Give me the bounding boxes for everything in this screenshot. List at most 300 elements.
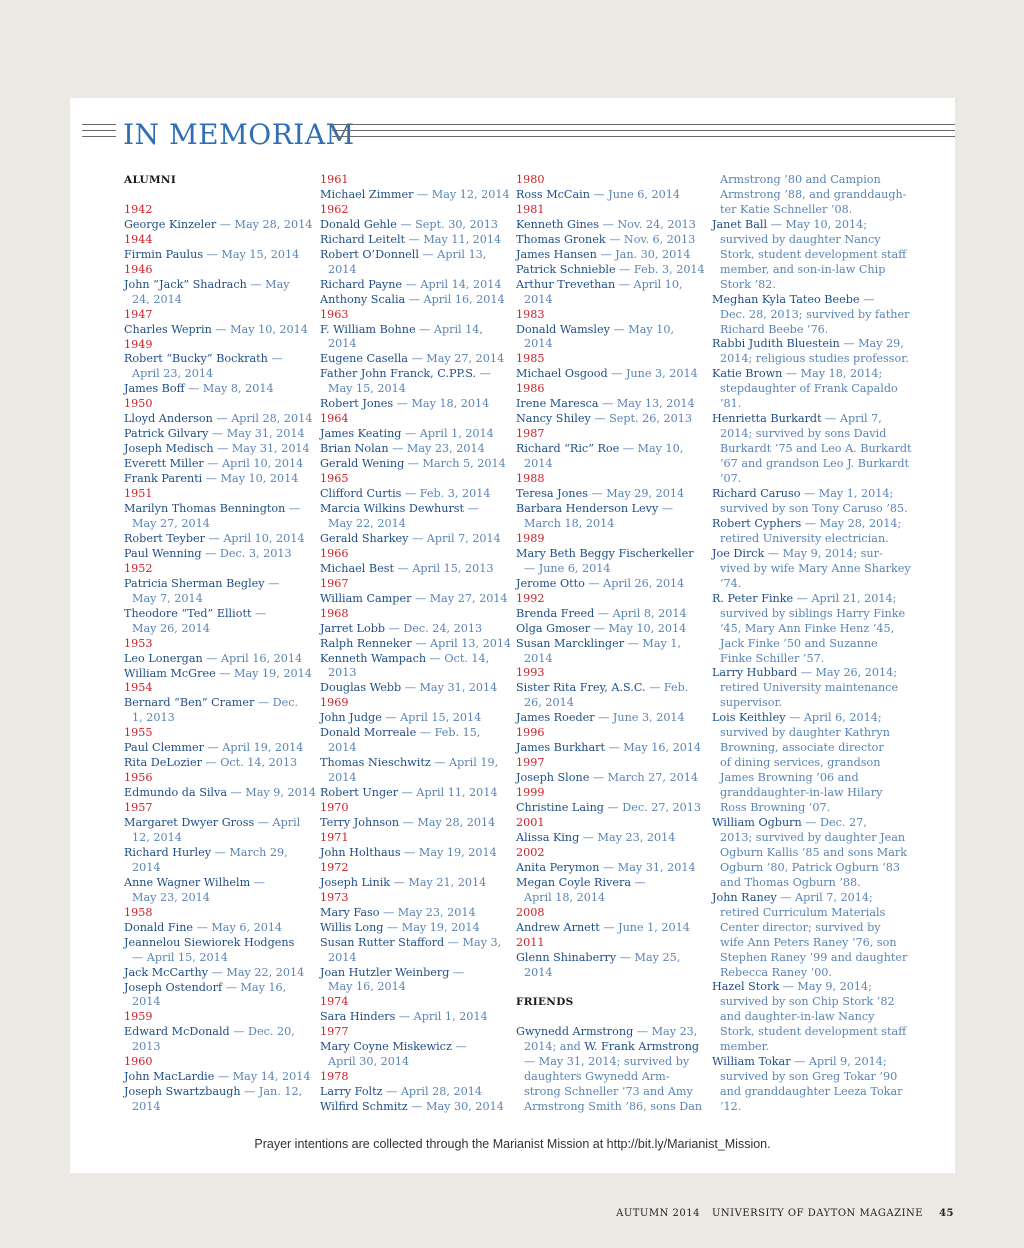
memorial-entry	[320, 292, 505, 308]
class-year: 2008	[516, 905, 545, 919]
class-year: 1978	[320, 1070, 349, 1084]
entry-continuation: May 15, 2014	[328, 382, 406, 396]
memorial-entry	[712, 547, 892, 562]
memorial-entry	[516, 876, 696, 891]
class-year: 2011	[516, 935, 545, 949]
entry-detail: — April 7, 2014	[408, 531, 501, 545]
memorial-entry	[320, 367, 500, 382]
entry-detail: — March 5, 2014	[404, 457, 506, 471]
entry-name: Sara Hinders	[320, 1010, 396, 1024]
memorial-entry	[516, 397, 696, 412]
entry-detail: —	[464, 501, 479, 515]
entry-name: Kenneth Gines	[516, 217, 600, 231]
memorial-entry	[516, 412, 696, 427]
entry-continuation: 2014; survived by sons David	[720, 427, 887, 441]
memorial-entry	[320, 681, 500, 696]
memorial-entry	[124, 352, 304, 367]
entry-name: Robert Jones	[320, 397, 394, 411]
entry-name: Jerome Otto	[516, 576, 585, 590]
memorial-entry	[320, 278, 500, 293]
entry-detail: — May 19, 2014	[215, 666, 312, 680]
entry-detail: — May 31, 2014	[208, 427, 305, 441]
memorial-entry	[516, 801, 702, 816]
entry-detail: — Feb. 15,	[416, 726, 481, 740]
entry-name: Brenda Freed	[516, 606, 595, 620]
entry-detail: — May 14, 2014	[214, 1070, 311, 1084]
entry-detail: — June 3, 2014	[594, 711, 685, 725]
entry-name: Olga Gmoser	[516, 621, 591, 635]
entry-detail: — April 7,	[821, 412, 882, 426]
memorial-entry	[124, 666, 312, 682]
entry-detail: — April 19, 2014	[203, 741, 304, 755]
class-year: 1987	[516, 427, 545, 441]
entry-name: Paul Wenning	[124, 546, 202, 560]
class-year: 1959	[124, 1010, 153, 1024]
class-year: 1954	[124, 681, 153, 695]
class-year: 1999	[516, 786, 545, 800]
entry-name: James Boff	[124, 382, 185, 396]
entry-continuation: ’67 and grandson Leo J. Burkardt	[720, 457, 910, 471]
entry-name: Joseph Swartzbaugh	[124, 1085, 241, 1099]
class-year: 1960	[124, 1055, 153, 1069]
memorial-entry	[320, 457, 506, 472]
entry-detail: — April 14,	[415, 322, 483, 336]
memorial-entry	[124, 936, 304, 951]
memorial-entry	[124, 1025, 304, 1040]
entry-continuation: Armstrong ’80 and Campion	[720, 173, 881, 186]
memorial-entry	[124, 248, 304, 263]
entry-name: R. Peter Finke	[712, 591, 794, 605]
column-3	[516, 173, 705, 1115]
entry-detail: — May 28, 2014	[216, 217, 313, 231]
memorial-entry	[320, 427, 500, 442]
entry-continuation: member.	[720, 1040, 770, 1054]
entry-continuation: ’81.	[720, 397, 742, 411]
entry-detail: — May 6, 2014	[193, 920, 283, 934]
entry-continuation: April 30, 2014	[328, 1055, 410, 1069]
entry-detail: — April 13,	[418, 247, 487, 261]
memorial-entry	[712, 666, 898, 681]
entry-continuation: May 7, 2014	[132, 591, 203, 605]
entry-detail: — April 11, 2014	[398, 786, 498, 800]
entry-detail: —	[476, 367, 491, 381]
entry-detail: —	[285, 502, 301, 516]
entry-detail: — Oct. 14,	[426, 651, 490, 665]
entry-continuation: ’74.	[720, 576, 742, 590]
entry-name: Donald Gehle	[320, 217, 397, 231]
memorial-entry	[124, 1085, 304, 1100]
entry-continuation: Ogburn ’80, Patrick Ogburn ’83	[720, 860, 901, 874]
entry-continuation: Stephen Raney ’99 and daughter	[720, 950, 908, 964]
class-year: 1946	[124, 262, 153, 276]
memorial-entry	[124, 786, 317, 801]
entry-name: James Burkhart	[516, 741, 605, 755]
entry-name: John “Jack” Shadrach	[124, 277, 247, 291]
memorial-entry	[516, 323, 696, 338]
class-year: 1966	[320, 546, 349, 560]
memorial-entry	[320, 906, 500, 921]
memorial-entry	[320, 591, 508, 607]
entry-continuation: 24, 2014	[132, 292, 182, 306]
entry-detail: — Dec. 27,	[801, 815, 867, 829]
class-year: 1972	[320, 860, 349, 874]
entry-name: Teresa Jones	[516, 487, 588, 501]
entry-detail: — Feb.	[645, 681, 689, 695]
memorial-entry	[320, 876, 500, 891]
entry-name: Glenn Shinaberry	[516, 950, 617, 964]
entry-detail: —	[264, 576, 280, 590]
class-year: 1996	[516, 726, 545, 740]
entry-name: Arthur Trevethan	[516, 277, 616, 291]
entry-continuation: 2014	[524, 337, 553, 351]
page-title: IN MEMORIAM	[123, 118, 355, 151]
class-year: 1957	[124, 801, 153, 815]
memorial-entry	[516, 607, 696, 622]
entry-name: F. William Bohne	[320, 322, 416, 336]
entry-name: John Raney	[712, 890, 777, 904]
entry-name: Donald Fine	[124, 920, 194, 934]
entry-continuation: Richard Beebe ’76.	[720, 322, 829, 336]
entry-name: Michael Best	[320, 561, 395, 575]
entry-name: Megan Coyle Rivera	[516, 875, 631, 889]
entry-continuation: survived by son Chip Stork ’82	[720, 995, 895, 1009]
entry-detail: — June 3, 2014	[607, 367, 698, 381]
memorial-entry	[124, 427, 304, 442]
entry-detail: — May 31, 2014	[401, 681, 498, 695]
memorial-entry	[320, 1010, 500, 1025]
entry-detail: — Sept. 30, 2013	[396, 217, 499, 231]
entry-continuation: May 27, 2014	[132, 516, 210, 530]
entry-name: Joseph Medisch	[124, 442, 214, 456]
entry-name: Gwynedd Armstrong	[516, 1025, 634, 1039]
entry-detail: — Nov. 24, 2013	[599, 217, 696, 231]
memorial-entry	[712, 337, 904, 352]
entry-name: Marilyn Thomas Bennington	[124, 502, 286, 516]
entry-detail: — May 23, 2014	[388, 442, 485, 456]
memorial-entry	[320, 966, 500, 981]
entry-continuation: Rebecca Raney ’00.	[720, 965, 832, 979]
entry-continuation: 2013	[328, 666, 357, 680]
entry-name: Gerald Wening	[320, 457, 405, 471]
memorial-entry	[712, 218, 892, 233]
class-year: 1980	[516, 173, 545, 186]
entry-continuation: strong Schneller ’73 and Amy	[524, 1085, 693, 1099]
entry-continuation: 2014	[524, 457, 553, 471]
entry-detail: — March 27, 2014	[589, 771, 698, 785]
entry-name: Christine Laing	[516, 801, 604, 815]
entry-detail: — May 9, 2014; sur-	[764, 546, 883, 560]
class-year: 1949	[124, 337, 153, 351]
entry-continuation: wife Ann Peters Raney ’76, son	[720, 935, 897, 949]
entry-continuation: survived by daughter Nancy	[720, 232, 881, 246]
header-rule-left	[82, 124, 116, 143]
entry-continuation	[516, 1040, 700, 1055]
memorial-entry	[124, 696, 304, 711]
memorial-entry	[124, 322, 308, 338]
entry-detail: —	[859, 292, 875, 306]
entry-detail: — April 10, 2014	[205, 531, 305, 545]
section-heading: ALUMNI	[124, 174, 177, 186]
entry-detail: — April 28, 2014	[382, 1085, 482, 1099]
entry-name: Ralph Renneker	[320, 636, 412, 650]
entry-detail: — May 31, 2014	[213, 442, 310, 456]
entry-continuation: 26, 2014	[524, 696, 574, 710]
entry-name: John Judge	[320, 711, 382, 725]
class-year: 1961	[320, 173, 349, 186]
entry-continuation: ’12.	[720, 1100, 742, 1114]
memorial-entry	[320, 1085, 500, 1100]
entry-continuation: survived by son Greg Tokar ’90	[720, 1070, 898, 1084]
entry-detail: — May 10, 2014	[590, 621, 687, 635]
memorial-entry	[320, 726, 500, 741]
entry-name: Andrew Arnett	[516, 920, 600, 934]
entry-detail: — Nov. 6, 2013	[605, 232, 696, 246]
entry-name: James Keating	[320, 427, 402, 441]
memorial-entry	[320, 562, 500, 577]
entry-continuation: retired University electrician.	[720, 531, 889, 545]
entry-continuation: Center director; survived by	[720, 920, 881, 934]
entry-detail: — May 18, 2014	[393, 397, 490, 411]
memorial-entry	[516, 861, 696, 876]
entry-name: Leo Lonergan	[124, 651, 203, 665]
entry-name: Irene Maresca	[516, 397, 599, 411]
entry-name: Michael Zimmer	[320, 187, 414, 201]
entry-continuation: and Thomas Ogburn ’88.	[720, 875, 861, 889]
entry-continuation: Stork, student development staff	[720, 247, 907, 261]
entry-name: Meghan Kyla Tateo Beebe	[712, 292, 860, 306]
entry-detail: — April 6, 2014;	[785, 711, 882, 725]
entry-name: Jack McCarthy	[124, 965, 209, 979]
memorial-entry	[124, 278, 304, 293]
memorial-entry	[516, 637, 696, 652]
entry-detail: — May	[246, 277, 290, 291]
memorial-entry	[516, 622, 696, 637]
entry-detail: — May 11, 2014	[405, 232, 502, 246]
memorial-entry	[320, 846, 500, 861]
entry-name: Mary Beth Beggy Fischerkeller	[516, 546, 694, 560]
memorial-entry	[320, 323, 500, 338]
class-year: 1944	[124, 232, 153, 246]
memorial-entry	[320, 1100, 504, 1115]
entry-continuation: May 22, 2014	[328, 516, 406, 530]
entry-name: Patrick Gilvary	[124, 427, 209, 441]
memorial-entry	[320, 1040, 500, 1055]
class-year: 1942	[124, 202, 153, 216]
entry-continuation: Ogburn Kallis ’85 and sons Mark	[720, 845, 908, 859]
entry-name: Paul Clemmer	[124, 741, 204, 755]
memorial-entry	[712, 516, 902, 532]
entry-continuation: Jack Finke ’50 and Suzanne	[720, 636, 878, 650]
class-year: 1983	[516, 307, 545, 321]
memorial-entry	[516, 831, 696, 846]
entry-name: Rita DeLozier	[124, 756, 202, 770]
class-year: 1952	[124, 561, 153, 575]
entry-detail: — May 10,	[619, 442, 684, 456]
entry-name: William Tokar	[712, 1055, 791, 1069]
page-footer	[604, 1208, 954, 1219]
issue-label: AUTUMN 2014	[616, 1208, 700, 1219]
entry-continuation: ’07.	[720, 472, 742, 486]
entry-detail: — May 29,	[839, 337, 904, 351]
entry-detail: — May 8, 2014	[184, 382, 274, 396]
entry-detail: — May 10, 2014	[202, 472, 299, 486]
entry-continuation: 2014	[328, 337, 357, 351]
class-year: 1963	[320, 307, 349, 321]
entry-name: Alissa King	[516, 830, 580, 844]
memorial-entry	[712, 711, 892, 726]
prayer-note: Prayer intentions are collected through the Marianist Mission at http://bit.ly/Marianist_Mission.	[254, 1137, 771, 1151]
memorial-entry	[712, 591, 897, 607]
memorial-entry	[124, 217, 313, 233]
class-year: 1981	[516, 202, 545, 216]
entry-detail: — April 10,	[615, 277, 683, 291]
class-year: 1950	[124, 397, 153, 411]
memorial-entry	[320, 487, 500, 502]
entry-detail: — Feb. 3, 2014	[615, 262, 705, 276]
entry-detail: — May 27, 2014	[411, 591, 508, 605]
memorial-entry	[124, 532, 304, 547]
entry-name: William McGree	[124, 666, 216, 680]
entry-detail: —	[251, 606, 267, 620]
entry-name: Ross McCain	[516, 187, 590, 201]
entry-name: Gerald Sharkey	[320, 531, 409, 545]
entry-continuation: 2014	[328, 262, 357, 276]
class-year: 1997	[516, 756, 545, 770]
entry-continuation: March 18, 2014	[524, 516, 615, 530]
entry-continuation: daughters Gwynedd Arm-	[524, 1070, 670, 1084]
memorial-entry	[124, 921, 304, 936]
memorial-entry	[124, 966, 304, 981]
class-year: 1947	[124, 307, 153, 321]
class-year: 1968	[320, 606, 349, 620]
entry-detail: — June 6, 2014	[589, 187, 681, 201]
entry-name: Jeannelou Siewiorek Hodgens	[124, 935, 295, 949]
entry-name: Thomas Nieschwitz	[320, 756, 431, 770]
entry-detail: — May 10, 2014;	[767, 217, 867, 231]
class-year: 1989	[516, 531, 545, 545]
entry-name: Donald Wamsley	[516, 322, 610, 336]
class-year: 1993	[516, 666, 545, 680]
entry-name: Terry Johnson	[320, 815, 400, 829]
entry-name: Theodore “Ted” Elliott	[124, 606, 252, 620]
memorial-entry	[320, 756, 500, 771]
memorial-entry	[320, 397, 500, 412]
class-year: 1958	[124, 905, 153, 919]
entry-detail: 2014; and	[524, 1040, 585, 1054]
section-heading: FRIENDS	[516, 996, 574, 1009]
memorial-entry	[320, 187, 510, 203]
entry-continuation: 2014	[328, 741, 357, 755]
class-year: 1953	[124, 636, 153, 650]
entry-continuation: member, and son-in-law Chip	[720, 262, 886, 276]
entry-name: Larry Hubbard	[712, 666, 798, 680]
entry-detail: — April 10, 2014	[203, 457, 304, 471]
entry-detail: — May 23, 2014	[379, 905, 476, 919]
memorial-entry	[320, 218, 500, 233]
class-year: 1956	[124, 771, 153, 785]
entry-continuation: 2014	[132, 860, 161, 874]
memorial-entry	[712, 1055, 892, 1070]
memorial-entry	[124, 756, 304, 771]
memorial-entry	[516, 502, 696, 517]
class-year: 1977	[320, 1025, 349, 1039]
entry-name: Mary Faso	[320, 905, 380, 919]
entry-continuation: survived by siblings Harry Finke	[720, 606, 906, 620]
entry-name: James Roeder	[516, 711, 595, 725]
entry-name: Larry Foltz	[320, 1085, 383, 1099]
entry-continuation: and granddaughter Leeza Tokar	[720, 1085, 903, 1099]
memorial-entry	[124, 457, 304, 472]
entry-name: William Camper	[320, 591, 412, 605]
entry-continuation: Stork ’82.	[720, 277, 776, 291]
entry-detail: —	[250, 875, 265, 889]
page-number: 45	[939, 1208, 954, 1219]
memorial-entry	[516, 487, 696, 502]
entry-detail: — May 22, 2014	[208, 965, 305, 979]
entry-detail: — May 16, 2014	[604, 741, 702, 755]
memorial-entry	[124, 382, 304, 397]
entry-continuation: — April 15, 2014	[132, 950, 228, 964]
entry-detail: — May 26, 2014;	[797, 666, 898, 680]
entry-name: Frank Parenti	[124, 472, 203, 486]
entry-name: Sister Rita Frey, A.S.C.	[516, 681, 646, 695]
entry-name: John MacLardie	[124, 1070, 215, 1084]
section-header	[70, 118, 955, 152]
entry-detail: — Feb. 3, 2014	[401, 487, 491, 501]
entry-continuation: 2014	[328, 950, 357, 964]
entry-name: Hazel Stork	[712, 980, 780, 994]
memorial-entry	[516, 771, 696, 786]
memorial-entry	[516, 577, 696, 592]
memorial-entry	[124, 981, 304, 996]
class-year: 1971	[320, 830, 349, 844]
entry-detail: — April	[254, 816, 301, 830]
entry-detail: — Dec. 20,	[229, 1025, 295, 1039]
entry-continuation: James Browning ’06 and	[720, 771, 859, 785]
entry-detail: — May 15, 2014	[203, 247, 300, 261]
entry-detail: — April 13, 2014	[411, 636, 512, 650]
entry-detail: — May 21, 2014	[390, 875, 487, 889]
memorial-entry	[124, 876, 304, 891]
memorial-entry	[124, 741, 304, 756]
memorial-entry	[712, 980, 892, 995]
entry-continuation: 12, 2014	[132, 830, 182, 844]
memorial-entry	[516, 233, 696, 248]
entry-name: Margaret Dwyer Gross	[124, 816, 255, 830]
entry-name: Jarret Lobb	[320, 621, 386, 635]
entry-continuation: supervisor.	[720, 696, 783, 710]
entry-name: Donald Morreale	[320, 726, 417, 740]
entry-name: Rabbi Judith Bluestein	[712, 337, 840, 351]
entry-detail: —	[451, 1040, 467, 1054]
memorial-entry	[516, 681, 696, 696]
entry-name: Robert Cyphers	[712, 516, 802, 530]
memorial-entry	[516, 442, 696, 457]
entry-detail: — March 29,	[211, 845, 288, 859]
entry-name: Joseph Linik	[320, 875, 391, 889]
entry-detail: — April 16, 2014	[202, 651, 303, 665]
memorial-entry	[320, 248, 500, 263]
entry-detail: — May 27, 2014	[407, 352, 505, 366]
entry-name: Robert Unger	[320, 786, 399, 800]
entry-detail: — April 26, 2014	[584, 576, 685, 590]
entry-name: Willis Long	[320, 920, 384, 934]
entry-continuation: Stork, student development staff	[720, 1025, 907, 1039]
memorial-entry	[516, 278, 696, 293]
entry-name: Richard Caruso	[712, 487, 801, 501]
class-year: 1967	[320, 576, 349, 590]
entry-continuation: 2014	[328, 771, 357, 785]
